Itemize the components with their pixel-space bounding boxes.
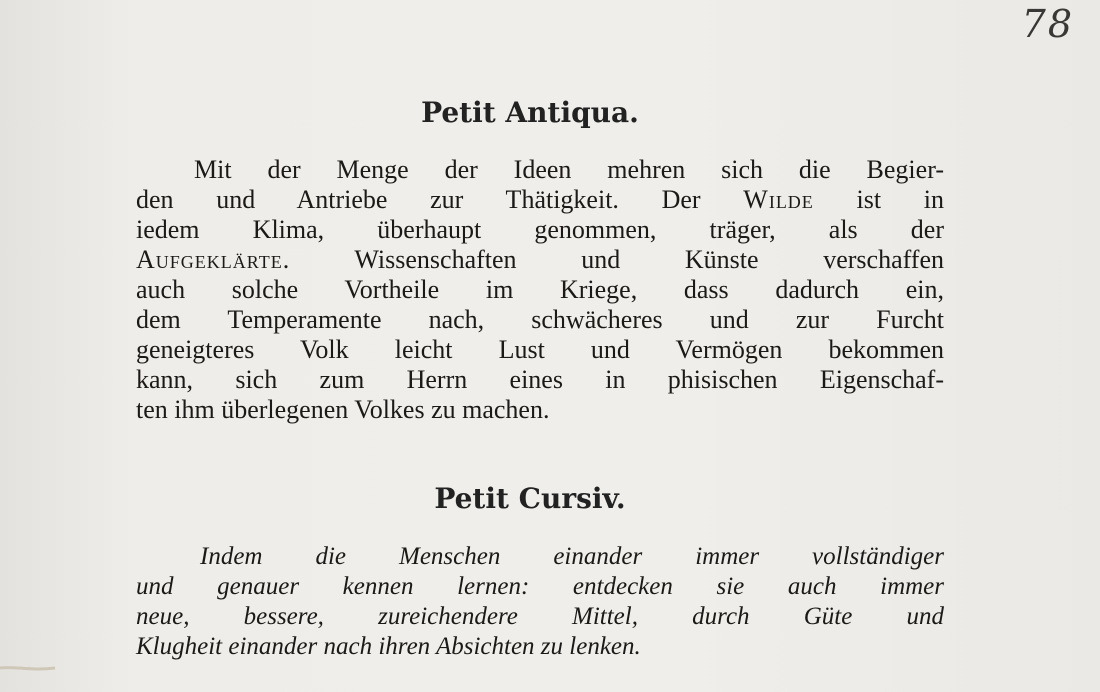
text-line: den und Antriebe zur Thätigkeit. Der Wilde ist in <box>136 185 944 214</box>
binding-thread <box>0 664 60 674</box>
text-line: Mit der Menge der Ideen mehren sich die Begier- <box>194 155 944 184</box>
section-heading-cursiv: Petit Cursiv. <box>434 482 626 515</box>
text-line: kann, sich zum Herrn eines in phisischen Eigenschaf- <box>136 365 944 394</box>
text-line: geneigteres Volk leicht Lust und Vermögen bekommen <box>136 335 944 364</box>
text-line: und genauer kennen lernen: entdecken sie auch immer <box>136 573 944 600</box>
antiqua-paragraph <box>136 155 944 425</box>
handwritten-page-number: 78 <box>1021 2 1074 46</box>
text-line: dem Temperamente nach, schwächeres und zur Furcht <box>136 305 944 334</box>
text-line: Klugheit einander nach ihren Absichten zu lenken. <box>136 633 641 660</box>
cursiv-paragraph <box>136 542 944 662</box>
text-line: auch solche Vortheile im Kriege, dass dadurch ein, <box>136 275 944 304</box>
text-line: iedem Klima, überhaupt genommen, träger, als der <box>136 215 944 244</box>
text-line: Aufgeklärte. Wissenschaften und Künste verschaffen <box>136 245 944 274</box>
small-caps-word: Aufgeklärte. <box>136 245 291 274</box>
text-line: Indem die Menschen einander immer vollständiger <box>200 543 944 570</box>
text-line: neue, bessere, zureichendere Mittel, durch Güte und <box>136 603 944 630</box>
section-heading-antiqua: Petit Antiqua. <box>421 96 639 129</box>
small-caps-word: Wilde <box>743 185 814 214</box>
text-line: ten ihm überlegenen Volkes zu machen. <box>136 395 550 424</box>
